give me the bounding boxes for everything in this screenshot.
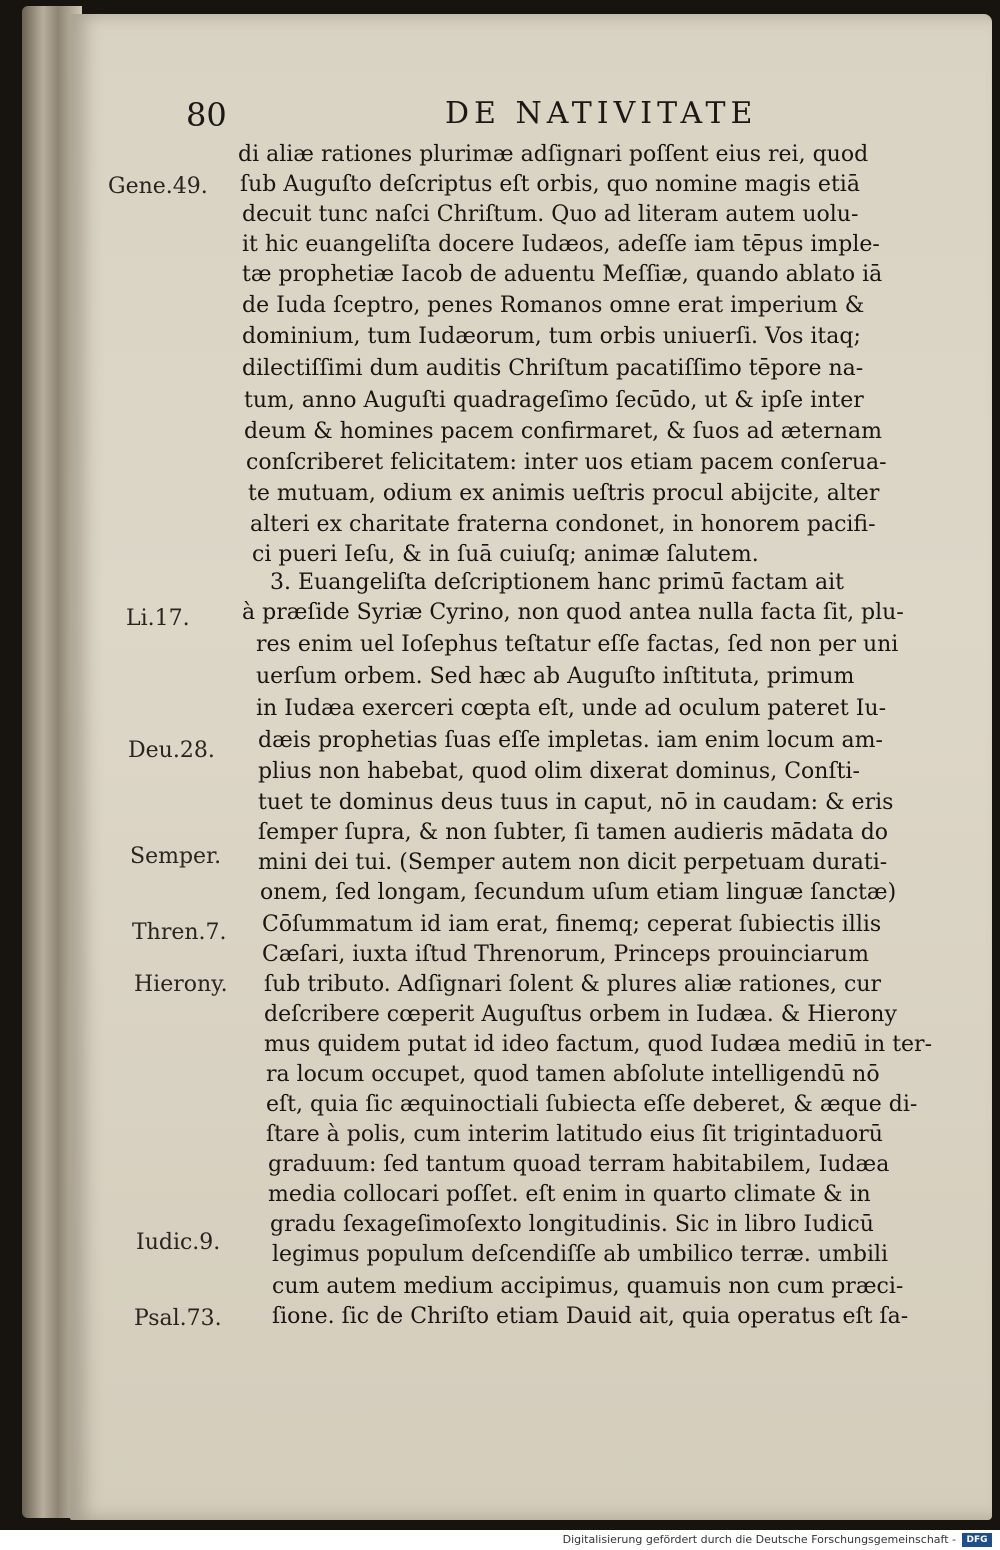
text-line: ſemper ſupra, & non ſubter, ſi tamen audieris mādata do	[258, 820, 889, 845]
page-title: DE NATIVITATE	[445, 96, 758, 131]
text-line: onem, ſed longam, ſecundum uſum etiam linguæ ſanctæ)	[260, 880, 897, 905]
text-line: dominium, tum Iudæorum, tum orbis uniuerſi. Vos itaq;	[242, 324, 861, 349]
text-line: ſione. ſic de Chriſto etiam Dauid ait, quia operatus eſt ſa-	[272, 1304, 909, 1329]
marginal-note: Gene.49.	[108, 174, 208, 199]
marginal-note: Hierony.	[134, 972, 228, 997]
marginal-note: Thren.7.	[132, 920, 227, 945]
text-line: Cæſari, iuxta iſtud Threnorum, Princeps prouinciarum	[262, 942, 869, 967]
text-line: ſub tributo. Adſignari ſolent & plures aliæ rationes, cur	[264, 972, 881, 997]
text-line: de Iuda ſceptro, penes Romanos omne erat imperium &	[242, 293, 865, 318]
text-line: deum & homines pacem confirmaret, & ſuos ad æternam	[244, 419, 882, 444]
text-line: Cōſummatum id iam erat, finemq; ceperat ſubiectis illis	[262, 912, 882, 937]
text-line: in Iudæa exerceri cœpta eſt, unde ad oculum pateret Iu-	[256, 696, 887, 721]
marginal-note: Deu.28.	[128, 738, 215, 763]
text-line: decuit tunc naſci Chriſtum. Quo ad literam autem uolu-	[242, 202, 859, 227]
text-line: ra locum occupet, quod tamen abſolute intelligendū nō	[266, 1062, 880, 1087]
page-number: 80	[186, 96, 227, 134]
text-line: res enim uel Ioſephus teſtatur eſſe factas, ſed non per uni	[256, 632, 899, 657]
text-line: it hic euangeliſta docere Iudæos, adeſſe iam tēpus imple-	[242, 232, 880, 257]
marginal-note: Semper.	[130, 844, 222, 869]
text-line: uerſum orbem. Sed hæc ab Auguſto inſtituta, primum	[256, 664, 855, 689]
text-line: media collocari poſſet. eſt enim in quarto climate & in	[268, 1182, 871, 1207]
text-line: deſcribere cœperit Auguſtus orbem in Iudæa. & Hierony	[264, 1002, 897, 1027]
text-line: ſub Auguſto deſcriptus eſt orbis, quo nomine magis etiā	[240, 172, 860, 197]
text-line: mus quidem putat id ideo factum, quod Iudæa mediū in ter-	[264, 1032, 933, 1057]
footer-bar	[0, 1530, 1000, 1550]
text-line: eſt, quia ſic æquinoctiali ſubiecta eſſe deberet, & æque di-	[266, 1092, 918, 1117]
footer-credit: Digitalisierung gefördert durch die Deutsche Forschungsgemeinschaft -	[562, 1533, 956, 1546]
text-line: conſcriberet felicitatem: inter uos etiam pacem conſerua-	[246, 450, 887, 475]
marginal-note: Psal.73.	[134, 1306, 222, 1331]
text-line: tæ prophetiæ Iacob de aduentu Meſſiæ, quando ablato iā	[242, 262, 883, 287]
marginal-note: Li.17.	[126, 606, 190, 631]
text-line: ſtare à polis, cum interim latitudo eius ſit trigintaduorū	[266, 1122, 883, 1147]
text-line: mini dei tui. (Semper autem non dicit perpetuam durati-	[258, 850, 888, 875]
text-line: tum, anno Auguſti quadrageſimo ſecūdo, ut & ipſe inter	[244, 388, 864, 413]
text-line: cum autem medium accipimus, quamuis non cum præci-	[272, 1274, 904, 1299]
text-line: alteri ex charitate fraterna condonet, in honorem pacifi-	[250, 512, 876, 537]
text-line: di aliæ rationes plurimæ adſignari poſſent eius rei, quod	[238, 142, 869, 167]
text-line: dæis prophetias ſuas eſſe impletas. iam enim locum am-	[258, 728, 883, 753]
text-line: ci pueri Ieſu, & in ſuā cuiuſq; animæ ſalutem.	[252, 542, 759, 567]
dfg-logo: DFG	[962, 1533, 992, 1547]
text-line: plius non habebat, quod olim dixerat dominus, Conſti-	[258, 759, 860, 784]
text-line: tuet te dominus deus tuus in caput, nō in caudam: & eris	[258, 790, 894, 815]
text-line: legimus populum deſcendiſſe ab umbilico terræ. umbili	[272, 1242, 889, 1267]
text-line: dilectiſſimi dum auditis Chriſtum pacatiſſimo tēpore na-	[242, 356, 864, 381]
text-line: graduum: ſed tantum quoad terram habitabilem, Iudæa	[268, 1152, 890, 1177]
marginal-note: Iudic.9.	[136, 1230, 221, 1255]
text-line: gradu ſexageſimoſexto longitudinis. Sic in libro Iudicū	[270, 1212, 874, 1237]
text-line: 3. Euangeliſta deſcriptionem hanc primū factam ait	[270, 570, 844, 595]
text-line: te mutuam, odium ex animis ueſtris procul abijcite, alter	[248, 481, 880, 506]
text-line: à præſide Syriæ Cyrino, non quod antea nulla facta ſit, plu-	[242, 600, 904, 625]
